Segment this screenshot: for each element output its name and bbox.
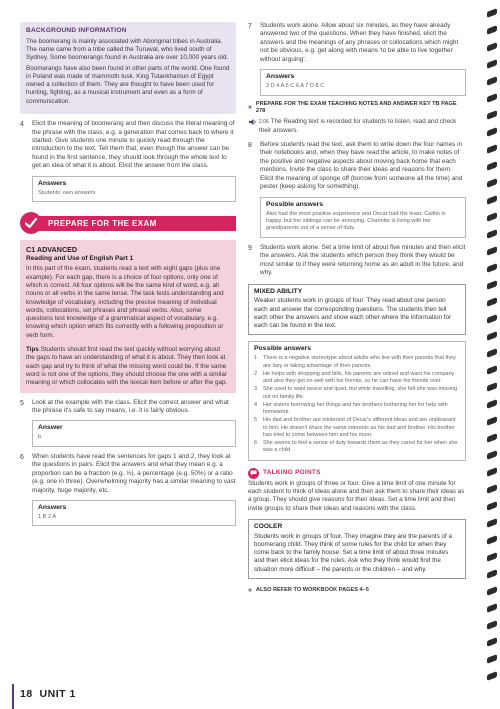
activity-7 <box>248 22 466 64</box>
activity-9 <box>248 244 466 278</box>
activity-number: 4 <box>20 121 24 129</box>
list-item: 5 His dad and brother are intolerant of Oscar's different ideas and are unpleasant to him. He doesn't share the same interests as his dad and brother. His brother has tried to come between him and his mum. <box>254 417 456 438</box>
binding-ring <box>487 382 497 392</box>
page-number: 18 <box>20 688 33 700</box>
answers-box-4 <box>32 176 236 202</box>
activity-text: Look at the example with the class. Elicit the correct answer and what the phrase it's safe to say means, i.e. it is fairly obvious. <box>32 398 229 414</box>
footer-rule <box>12 684 14 709</box>
activity-number: 9 <box>248 244 252 252</box>
cooler-title: COOLER <box>254 522 283 530</box>
page-footer <box>0 684 500 709</box>
audio-icon <box>248 118 259 135</box>
unit-label: UNIT 1 <box>39 688 76 700</box>
background-paragraph-2: Boomerangs have also been found in other parts of the world. One found in Poland was made of mammoth tusk. King Tutankhamun of Egypt owned a collection of them. They are thought to have been used for hunting, fighting, as a musical instrument and even as a form of communication. <box>26 64 230 105</box>
mixed-ability-title: MIXED ABILITY <box>254 287 303 295</box>
prepare-for-exam-banner <box>20 212 236 234</box>
answers-text: Alex had the most positive experience and Oscar had the least. Caitlin is happy, but her siblings can be annoying. Charlotte is living with her grandparents out of a sense of duty. <box>266 210 446 232</box>
list-item: 3 She used to want peace and quiet, but while travelling, she felt she was missing out on family life. <box>254 386 458 400</box>
possible-answers-title: Possible answers <box>254 345 312 353</box>
binding-ring <box>487 484 497 494</box>
binding-ring <box>487 263 497 273</box>
spiral-binding <box>484 10 498 700</box>
activity-5 <box>20 399 236 416</box>
audio-note <box>248 118 466 135</box>
activity-number: 8 <box>248 141 252 149</box>
mixed-ability-box <box>248 284 466 336</box>
mixed-ability-text: Weaker students work in groups of four. They read about one person each and answer the corresponding questions. The students then tell each other the answers and show each other where the information for each can be found in the text. <box>254 297 452 330</box>
answers-text: 1 B 2 A <box>38 513 57 520</box>
binding-ring <box>487 433 497 443</box>
background-title: BACKGROUND INFORMATION <box>26 27 127 34</box>
tips-text: Students should first read the text quickly without worrying about the gaps to have an understanding of what it is about. They then look at each gap and try to think of what the missing word could be. If the same word is not one of the options, they should choose the one with a similar meaning or which collocates with the lexical item before or after the gap. <box>26 346 228 387</box>
activity-text: Elicit the meaning of boomerang and then discuss the literal meaning of the phrase with the class, e.g. a generation that comes back to where it started. Give students one minute to quickly read through the introduction to the text. Tell them that, even though the answer can be found in the first sentence, they should look through the whole text to get an idea of what it is about. Elicit the answer from the class. <box>32 120 235 170</box>
list-item: 4 Her sisters borrowing her things and her brothers bothering her for help with homework. <box>254 401 448 416</box>
workbook-note-text: ALSO REFER TO WORKBOOK PAGES 4–5 <box>255 586 369 593</box>
activity-4 <box>20 120 236 171</box>
binding-ring <box>487 552 497 562</box>
activity-8 <box>248 141 466 192</box>
binding-ring <box>487 8 497 18</box>
binding-ring <box>487 93 497 103</box>
exam-tips <box>26 346 230 387</box>
binding-ring <box>487 654 497 664</box>
talking-points-header <box>248 468 466 479</box>
activity-number: 7 <box>248 23 252 30</box>
talking-points-title: TALKING POINTS <box>263 468 321 476</box>
answers-box-5 <box>32 420 236 446</box>
binding-ring <box>487 671 497 681</box>
answers-title: Answer <box>38 424 63 432</box>
exam-part: Reading and Use of English Part 1 <box>26 254 134 262</box>
background-paragraph-1: The boomerang is mainly associated with Aboriginal tribes in Australia. The name came from a tribe called the Turuwal, who lived south of Sydney. Some boomerangs found in Australia are over 10,000 years old. <box>26 37 229 62</box>
cooler-box <box>248 519 466 579</box>
activity-text: Students work alone. Set a time limit of about five minutes and then elicit the answers. Ask the students which person they think they would be most similar to if they were returning home as an adult in the future, and why. <box>260 243 466 277</box>
binding-ring <box>487 365 497 375</box>
binding-ring <box>487 280 497 290</box>
prepare-label: PREPARE FOR THE EXAM <box>36 216 236 231</box>
binding-ring <box>487 450 497 460</box>
binding-ring <box>487 161 497 171</box>
activity-text: Before students read the text, ask them to write down the four names in their notebooks and, when they have read the article, to make notes of the positive and negative aspects about moving back home that each mentions. Invite the class to share their ideas and reasons for them. Elicit the meaning of sponge off (borrow from someone all the time) and pester (keep asking for something). <box>260 140 463 191</box>
exam-note-text: PREPARE FOR THE EXAM TEACHING NOTES AND ANSWER KEY TB PAGE 278 <box>255 100 457 114</box>
speech-bubble-icon <box>248 468 259 479</box>
binding-ring <box>487 586 497 596</box>
exam-level: C1 ADVANCED <box>26 245 78 255</box>
exam-reference-note <box>248 101 466 116</box>
binding-ring <box>487 59 497 69</box>
binding-ring <box>487 603 497 613</box>
activity-text: When students have read the sentences for gaps 1 and 2, they look at the questions in pairs. Elicit the answers and what they mean e.g. a proportion can be a fraction (e.g. ⅓), a percentage (e.g. 50%) or a ratio (e.g. one in three). Overwhelming majority has a similar meaning to vast majority, huge majority, etc. <box>32 452 236 494</box>
answers-text: 3 D 4 A 5 C 6 A 7 D 8 C <box>266 83 325 90</box>
list-item: 2 He helps with shopping and bills, his parents are retired and want his company and also they get on well with his friends, so he can have his friends over. <box>254 370 455 385</box>
checkmark-icon <box>20 212 42 234</box>
binding-ring <box>487 620 497 630</box>
cooler-text: Students work in groups of four. They imagine they are the parents of a boomerang child. They think of some rules for the child for when they come back to the family house. Set a time limit of about three minutes and then elicit ideas for the rules. Ask who they think would find the situation more difficult – the parents or the children – and why. <box>254 532 453 573</box>
binding-ring <box>487 637 497 647</box>
answers-text: b <box>38 434 42 441</box>
binding-ring <box>487 501 497 511</box>
activity-text: Students work alone. Allow about six minutes, as they have already answered two of the questions. When they have finished, elicit the answers and the meanings of any phrases or collocations which might not be obvious, e.g. get along with means 'to be able to live together without arguing'. <box>260 22 459 63</box>
binding-ring <box>487 42 497 52</box>
answers-box-7 <box>260 69 466 95</box>
list-item: 6 She seems to feel a sense of duty towards them as they cared for her when she was a child. <box>254 440 458 454</box>
answers-title: Possible answers <box>266 200 324 208</box>
page-number-unit <box>20 688 76 702</box>
binding-ring <box>487 416 497 426</box>
possible-answers-box <box>248 341 466 460</box>
binding-ring <box>487 331 497 341</box>
binding-ring <box>487 297 497 307</box>
binding-ring <box>487 25 497 35</box>
list-item: 1 There is a negative stereotype about adults who live with their parents that they are lazy or taking advantage of their parents. <box>254 355 456 369</box>
binding-ring <box>487 144 497 154</box>
tips-label: Tips <box>26 346 39 354</box>
binding-ring <box>487 195 497 205</box>
activity-number: 6 <box>20 453 24 461</box>
right-column <box>248 22 466 595</box>
background-information-box <box>20 22 236 114</box>
answers-text: Students' own answers <box>38 189 96 196</box>
audio-text: 2.06 The Reading text is recorded for students to listen, read and check their answers. <box>259 118 457 134</box>
binding-ring <box>487 229 497 239</box>
exam-description: In this part of the exam, students read a text with eight gaps (plus one example). For each gap, there is a choice of four options, only one of which is correct. All four options will be the same kind of word, e.g. all nouns or all verbs in the same tense. The task tests understanding and knowledge of vocabulary, including the precise meaning of individual words, collocations, set phrases and phrasal verbs. Also, some questions test knowledge of a grammatical aspect of vocabulary, e.g. knowing which option which fits correctly with a following preposition or verb form. <box>26 265 224 339</box>
binding-ring <box>487 467 497 477</box>
workbook-reference-note <box>248 586 466 595</box>
answers-title: Answers <box>38 504 67 512</box>
binding-ring <box>487 314 497 324</box>
answers-box-6 <box>32 500 236 526</box>
answers-title: Answers <box>38 179 67 187</box>
left-column <box>20 22 236 526</box>
answers-box-8 <box>260 197 466 238</box>
binding-ring <box>487 535 497 545</box>
audio-track: 2.06 <box>259 119 269 126</box>
double-chevron-icon: » <box>248 104 252 112</box>
talking-points-text: Students work in groups of three or four. Give a time limit of one minute for each student to think of ideas alone and then ask them to share their ideas as a group. They should give reasons for their ideas. Set a time limit and then invite groups to share their ideas and reasons with the class. <box>248 479 465 512</box>
binding-ring <box>487 76 497 86</box>
activity-6 <box>20 453 236 495</box>
binding-ring <box>487 246 497 256</box>
exam-info-box <box>20 240 236 392</box>
binding-ring <box>487 399 497 409</box>
answers-title: Answers <box>266 73 295 81</box>
binding-ring <box>487 212 497 222</box>
double-chevron-icon: » <box>248 587 252 595</box>
binding-ring <box>487 569 497 579</box>
binding-ring <box>487 348 497 358</box>
binding-ring <box>487 110 497 120</box>
binding-ring <box>487 127 497 137</box>
activity-number: 5 <box>20 399 24 407</box>
possible-answers-list <box>254 355 460 454</box>
binding-ring <box>487 518 497 528</box>
binding-ring <box>487 178 497 188</box>
